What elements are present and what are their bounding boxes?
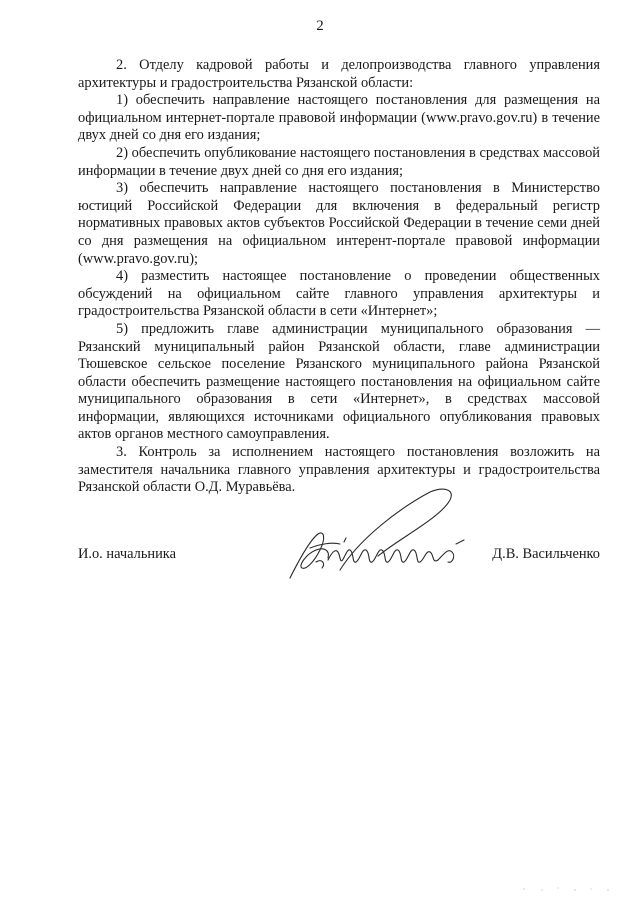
paragraph-subitem-3: 3) обеспечить направление настоящего постановления в Министерство юстиций Российской Федерации для включения в федеральный регистр нормативных правовых актов субъектов Российской Федерации в течение семи дней со дня размещения на официальном интерент-портале правовой информации (www.pravo.gov.ru); — [78, 180, 600, 267]
paragraph-subitem-1: 1) обеспечить направление настоящего постановления для размещения на официальном интернет-портале правовой информации (www.pravo.gov.ru) в течение двух дней со дня его издания; — [78, 92, 600, 144]
page-number: 2 — [316, 18, 324, 34]
document-body — [78, 57, 600, 497]
paragraph-item-2: 2. Отделу кадровой работы и делопроизводства главного управления архитектуры и градостроительства Рязанской области: — [78, 57, 600, 91]
signatory-name: Д.В. Васильченко — [492, 546, 600, 562]
paragraph-item-3: 3. Контроль за исполнением настоящего постановления возложить на заместителя начальника главного управления архитектуры и градостроительства Рязанской области О.Д. Муравьёва. — [78, 444, 600, 496]
paragraph-subitem-4: 4) разместить настоящее постановление о проведении общественных обсуждений на официальном сайте главного управления архитектуры и градостроительства Рязанской области в сети «Интернет»; — [78, 268, 600, 320]
signatory-position: И.о. начальника — [78, 546, 176, 562]
scan-noise-marks — [520, 884, 620, 894]
signature-block — [78, 546, 600, 566]
paragraph-subitem-2: 2) обеспечить опубликование настоящего постановления в средствах массовой информации в течение двух дней со дня его издания; — [78, 144, 600, 179]
paragraph-subitem-5: 5) предложить главе администрации муниципального образования — Рязанский муниципальный район Рязанской области, главе администрации Тюшевское сельское поселение Рязанского муниципального района Рязанской области обеспечить размещение настоящего постановления на официальном сайте муниципального образования в сети «Интернет», в средствах массовой информации, являющихся источниками официального опубликования правовых актов органов местного самоуправления. — [78, 320, 600, 443]
handwritten-signature — [280, 478, 470, 588]
